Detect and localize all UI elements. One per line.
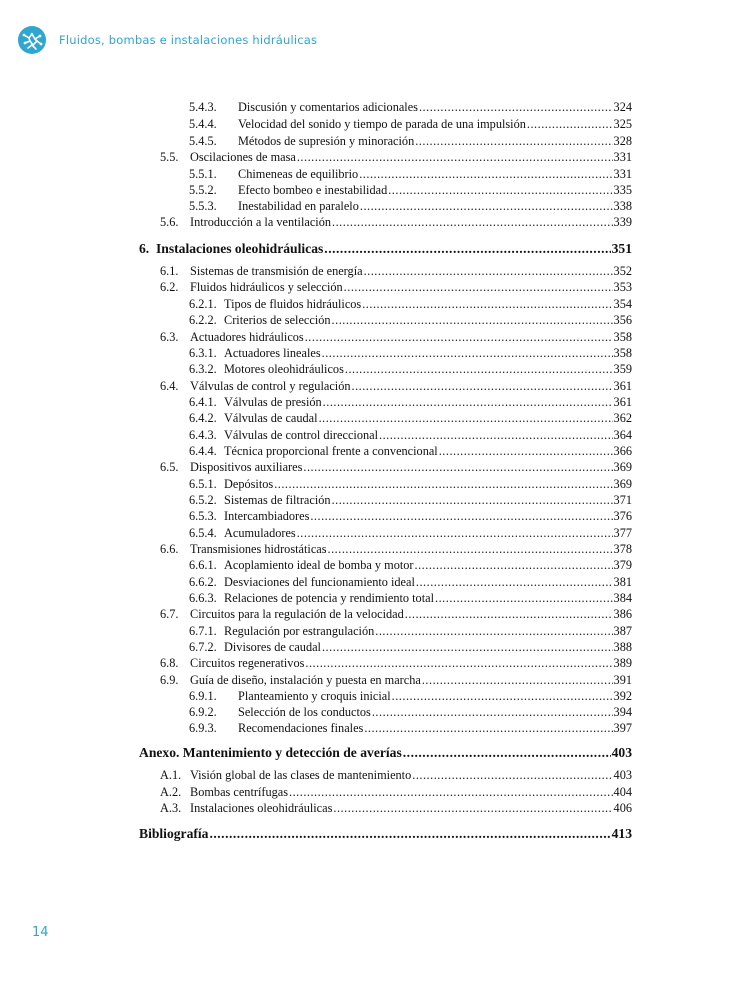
toc-entry-title: Visión global de las clases de mantenimiento xyxy=(190,768,412,782)
toc-entry-number: 6.5.4. xyxy=(189,526,217,540)
toc-entry-page: 324 xyxy=(613,100,632,114)
toc-entry-number: 6.5.3. xyxy=(189,509,217,523)
toc-entry-number: 6.9.2. xyxy=(189,705,217,719)
toc-entry-title: Instalaciones oleohidráulicas xyxy=(156,241,324,256)
toc-entry-number: 6.4.1. xyxy=(189,395,217,409)
dot-leader xyxy=(297,149,613,165)
dot-leader xyxy=(375,623,612,639)
toc-entry-title: Divisores de caudal xyxy=(224,640,321,654)
toc-entry xyxy=(189,508,632,524)
toc-entry xyxy=(160,672,632,688)
toc-entry-page: 404 xyxy=(613,785,632,799)
toc-entry xyxy=(160,655,632,671)
toc-entry xyxy=(189,492,632,508)
toc-entry-title: Instalaciones oleohidráulicas xyxy=(190,801,333,815)
toc-entry-title: Circuitos regenerativos xyxy=(190,656,305,670)
toc-entry xyxy=(160,263,632,279)
logo-icon xyxy=(18,26,46,54)
toc-entry-title: Depósitos xyxy=(224,477,274,491)
toc-entry-page: 389 xyxy=(613,656,632,670)
toc-entry xyxy=(139,745,632,761)
toc-entry-number: 5.4.5. xyxy=(189,134,217,148)
toc-entry xyxy=(160,606,632,622)
toc-entry-title: Velocidad del sonido y tiempo de parada de una impulsión xyxy=(238,117,526,131)
dot-leader xyxy=(360,198,613,214)
toc-entry xyxy=(189,623,632,639)
toc-entry-page: 361 xyxy=(613,379,632,393)
toc-entry xyxy=(139,241,632,257)
toc-entry-title: Planteamiento y croquis inicial xyxy=(238,689,391,703)
toc-entry-title: Intercambiadores xyxy=(224,509,310,523)
toc-entry-number: 6.7.2. xyxy=(189,640,217,654)
toc-entry-number: 6.8. xyxy=(160,656,179,670)
toc-entry-number: A.2. xyxy=(160,785,182,799)
toc-entry-title: Guía de diseño, instalación y puesta en marcha xyxy=(190,673,421,687)
toc-entry-title: Circuitos para la regulación de la velocidad xyxy=(190,607,404,621)
toc-entry-title: Oscilaciones de masa xyxy=(190,150,296,164)
dot-leader xyxy=(209,826,610,842)
toc-entry-number: 6.6. xyxy=(160,542,179,556)
toc-entry-number: 6.4.4. xyxy=(189,444,217,458)
toc-entry-number: 6.5. xyxy=(160,460,179,474)
toc-entry-title: Métodos de supresión y minoración xyxy=(238,134,415,148)
dot-leader xyxy=(352,378,613,394)
toc-entry-number: 6.4.2. xyxy=(189,411,217,425)
toc-entry-title: Fluidos hidráulicos y selección xyxy=(190,280,343,294)
toc-entry xyxy=(189,525,632,541)
toc-entry-page: 354 xyxy=(613,297,632,311)
toc-entry xyxy=(160,800,632,816)
toc-entry-page: 392 xyxy=(613,689,632,703)
toc-entry-number: 6.2.1. xyxy=(189,297,217,311)
dot-leader xyxy=(435,590,613,606)
toc-entry xyxy=(189,590,632,606)
toc-entry-number: 6.4. xyxy=(160,379,179,393)
toc-entry-page: 351 xyxy=(611,241,632,256)
toc-entry xyxy=(189,296,632,312)
toc-entry-page: 388 xyxy=(613,640,632,654)
toc-entry-title: Bibliografía xyxy=(139,826,209,841)
toc-entry-title: Introducción a la ventilación xyxy=(190,215,332,229)
dot-leader xyxy=(359,166,612,182)
dot-leader xyxy=(422,672,613,688)
dot-leader xyxy=(319,410,613,426)
toc-entry xyxy=(189,476,632,492)
dot-leader xyxy=(412,767,612,783)
toc-entry-number: 6.2.2. xyxy=(189,313,217,327)
toc-entry-number: 6.3.2. xyxy=(189,362,217,376)
toc-entry-page: 361 xyxy=(613,395,632,409)
toc-entry-page: 356 xyxy=(613,313,632,327)
toc-entry xyxy=(189,410,632,426)
dot-leader xyxy=(419,99,613,115)
dot-leader xyxy=(332,312,613,328)
toc-entry-title: Relaciones de potencia y rendimiento total xyxy=(224,591,435,605)
toc-entry-number: 6. xyxy=(139,241,150,256)
dot-leader xyxy=(305,329,613,345)
toc-entry xyxy=(160,767,632,783)
toc-entry xyxy=(189,688,632,704)
dot-leader xyxy=(289,784,613,800)
toc-entry-page: 366 xyxy=(613,444,632,458)
toc-entry-page: 369 xyxy=(613,460,632,474)
dot-leader xyxy=(415,557,613,573)
dot-leader xyxy=(332,492,613,508)
toc-entry-title: Sistemas de transmisión de energía xyxy=(190,264,363,278)
toc-entry-title: Bombas centrífugas xyxy=(190,785,289,799)
toc-entry xyxy=(189,198,632,214)
toc-entry xyxy=(189,99,632,115)
toc-entry xyxy=(189,312,632,328)
toc-entry-page: 335 xyxy=(613,183,632,197)
dot-leader xyxy=(527,116,613,132)
toc-entry-title: Efecto bombeo e inestabilidad xyxy=(238,183,388,197)
toc-entry-page: 331 xyxy=(613,167,632,181)
dot-leader xyxy=(415,133,612,149)
toc-entry-page: 352 xyxy=(613,264,632,278)
dot-leader xyxy=(362,296,612,312)
toc-entry-number: 6.4.3. xyxy=(189,428,217,442)
toc-entry-title: Tipos de fluidos hidráulicos xyxy=(224,297,362,311)
dot-leader xyxy=(332,214,613,230)
toc-entry-title: Criterios de selección xyxy=(224,313,331,327)
toc-entry xyxy=(189,182,632,198)
page-number: 14 xyxy=(32,925,49,940)
dot-leader xyxy=(344,279,613,295)
toc-entry-number: 6.5.2. xyxy=(189,493,217,507)
toc-entry-page: 378 xyxy=(613,542,632,556)
toc-entry xyxy=(189,574,632,590)
toc-entry-page: 387 xyxy=(613,624,632,638)
toc-entry-number: 6.9.1. xyxy=(189,689,217,703)
toc-entry-page: 362 xyxy=(613,411,632,425)
toc-entry-page: 394 xyxy=(613,705,632,719)
dot-leader xyxy=(333,800,612,816)
toc-entry-number: 5.6. xyxy=(160,215,179,229)
header-title: Fluidos, bombas e instalaciones hidráulicas xyxy=(59,33,318,47)
toc-entry-page: 413 xyxy=(611,826,632,841)
toc-entry-page: 403 xyxy=(613,768,632,782)
dot-leader xyxy=(372,704,613,720)
toc-entry-page: 376 xyxy=(613,509,632,523)
toc-entry-number: 6.9.3. xyxy=(189,721,217,735)
toc-entry-title: Válvulas de caudal xyxy=(224,411,318,425)
dot-leader xyxy=(364,263,613,279)
toc-entry xyxy=(189,639,632,655)
toc-entry-title: Motores oleohidráulicos xyxy=(224,362,344,376)
toc-entry-page: 369 xyxy=(613,477,632,491)
toc-entry-number: 6.1. xyxy=(160,264,179,278)
toc-entry-number: 5.4.4. xyxy=(189,117,217,131)
toc-entry-number: 6.3.1. xyxy=(189,346,217,360)
toc-entry xyxy=(160,541,632,557)
toc-entry-title: Regulación por estrangulación xyxy=(224,624,375,638)
toc-entry-title: Actuadores lineales xyxy=(224,346,321,360)
toc-entry-title: Chimeneas de equilibrio xyxy=(238,167,359,181)
toc-entry-title: Válvulas de control direccional xyxy=(224,428,378,442)
toc-entry-page: 379 xyxy=(613,558,632,572)
toc-entry-title: Anexo. Mantenimiento y detección de averías xyxy=(139,745,402,760)
dot-leader xyxy=(416,574,613,590)
dot-leader xyxy=(303,459,612,475)
toc-entry-page: 384 xyxy=(613,591,632,605)
dot-leader xyxy=(405,606,613,622)
toc-entry xyxy=(160,459,632,475)
toc-entry xyxy=(189,394,632,410)
toc-entry-number: 5.4.3. xyxy=(189,100,217,114)
toc-entry xyxy=(189,427,632,443)
dot-leader xyxy=(392,688,613,704)
toc-entry-number: 5.5.1. xyxy=(189,167,217,181)
dot-leader xyxy=(439,443,613,459)
dot-leader xyxy=(328,541,613,557)
toc-entry xyxy=(189,133,632,149)
toc-entry-title: Inestabilidad en paralelo xyxy=(238,199,359,213)
dot-leader xyxy=(388,182,612,198)
toc-entry-title: Acoplamiento ideal de bomba y motor xyxy=(224,558,414,572)
toc-entry xyxy=(160,214,632,230)
toc-entry-page: 339 xyxy=(613,215,632,229)
dot-leader xyxy=(305,655,612,671)
toc-entry-title: Válvulas de presión xyxy=(224,395,322,409)
toc-entry-number: 5.5. xyxy=(160,150,179,164)
toc-entry-title: Selección de los conductos xyxy=(238,705,371,719)
toc-entry xyxy=(189,704,632,720)
toc-entry-number: 6.6.2. xyxy=(189,575,217,589)
toc-entry-title: Técnica proporcional frente a convencional xyxy=(224,444,438,458)
toc-entry xyxy=(189,116,632,132)
toc-entry-page: 381 xyxy=(613,575,632,589)
toc-entry-title: Sistemas de filtración xyxy=(224,493,331,507)
dot-leader xyxy=(364,720,612,736)
toc-entry-number: 6.7. xyxy=(160,607,179,621)
toc-entry-title: Recomendaciones finales xyxy=(238,721,364,735)
toc-entry-page: 331 xyxy=(613,150,632,164)
toc-entry-title: Válvulas de control y regulación xyxy=(190,379,351,393)
toc-entry-page: 353 xyxy=(613,280,632,294)
dot-leader xyxy=(322,345,613,361)
toc-entry-title: Acumuladores xyxy=(224,526,296,540)
toc-entry-number: 5.5.3. xyxy=(189,199,217,213)
dot-leader xyxy=(274,476,612,492)
dot-leader xyxy=(379,427,613,443)
toc-entry-page: 371 xyxy=(613,493,632,507)
toc-entry-title: Dispositivos auxiliares xyxy=(190,460,303,474)
toc-entry-page: 325 xyxy=(613,117,632,131)
dot-leader xyxy=(403,745,611,761)
toc-entry xyxy=(139,826,632,842)
toc-entry-number: 6.9. xyxy=(160,673,179,687)
toc-entry-number: 6.7.1. xyxy=(189,624,217,638)
toc-entry-number: 6.6.3. xyxy=(189,591,217,605)
toc-entry-number: A.3. xyxy=(160,801,182,815)
toc-entry xyxy=(189,443,632,459)
toc-entry-page: 358 xyxy=(613,330,632,344)
toc-entry-number: 6.6.1. xyxy=(189,558,217,572)
toc-entry-page: 358 xyxy=(613,346,632,360)
toc-entry-page: 403 xyxy=(611,745,632,760)
toc-entry xyxy=(160,149,632,165)
toc-entry-page: 328 xyxy=(613,134,632,148)
toc-entry-page: 338 xyxy=(613,199,632,213)
toc-entry xyxy=(160,378,632,394)
toc-entry xyxy=(189,166,632,182)
toc-entry-number: 5.5.2. xyxy=(189,183,217,197)
dot-leader xyxy=(322,639,613,655)
toc-entry-number: 6.3. xyxy=(160,330,179,344)
toc-entry xyxy=(160,784,632,800)
toc-entry xyxy=(189,345,632,361)
toc-entry xyxy=(189,720,632,736)
dot-leader xyxy=(324,241,610,257)
page-header xyxy=(18,26,317,54)
toc-entry-number: 6.5.1. xyxy=(189,477,217,491)
toc-entry-page: 377 xyxy=(613,526,632,540)
toc-entry-page: 406 xyxy=(613,801,632,815)
toc-entry-title: Actuadores hidráulicos xyxy=(190,330,304,344)
toc-entry-number: A.1. xyxy=(160,768,182,782)
toc-entry-page: 386 xyxy=(613,607,632,621)
toc-entry xyxy=(160,279,632,295)
toc-entry xyxy=(189,361,632,377)
dot-leader xyxy=(323,394,613,410)
toc-entry-page: 359 xyxy=(613,362,632,376)
toc-entry-title: Desviaciones del funcionamiento ideal xyxy=(224,575,415,589)
toc-entry-title: Transmisiones hidrostáticas xyxy=(190,542,327,556)
toc-entry-number: 6.2. xyxy=(160,280,179,294)
toc-entry-page: 391 xyxy=(613,673,632,687)
dot-leader xyxy=(297,525,613,541)
toc-entry xyxy=(160,329,632,345)
toc-entry xyxy=(189,557,632,573)
toc-entry-title: Discusión y comentarios adicionales xyxy=(238,100,418,114)
dot-leader xyxy=(310,508,612,524)
toc-entry-page: 397 xyxy=(613,721,632,735)
toc-entry-page: 364 xyxy=(613,428,632,442)
dot-leader xyxy=(345,361,613,377)
